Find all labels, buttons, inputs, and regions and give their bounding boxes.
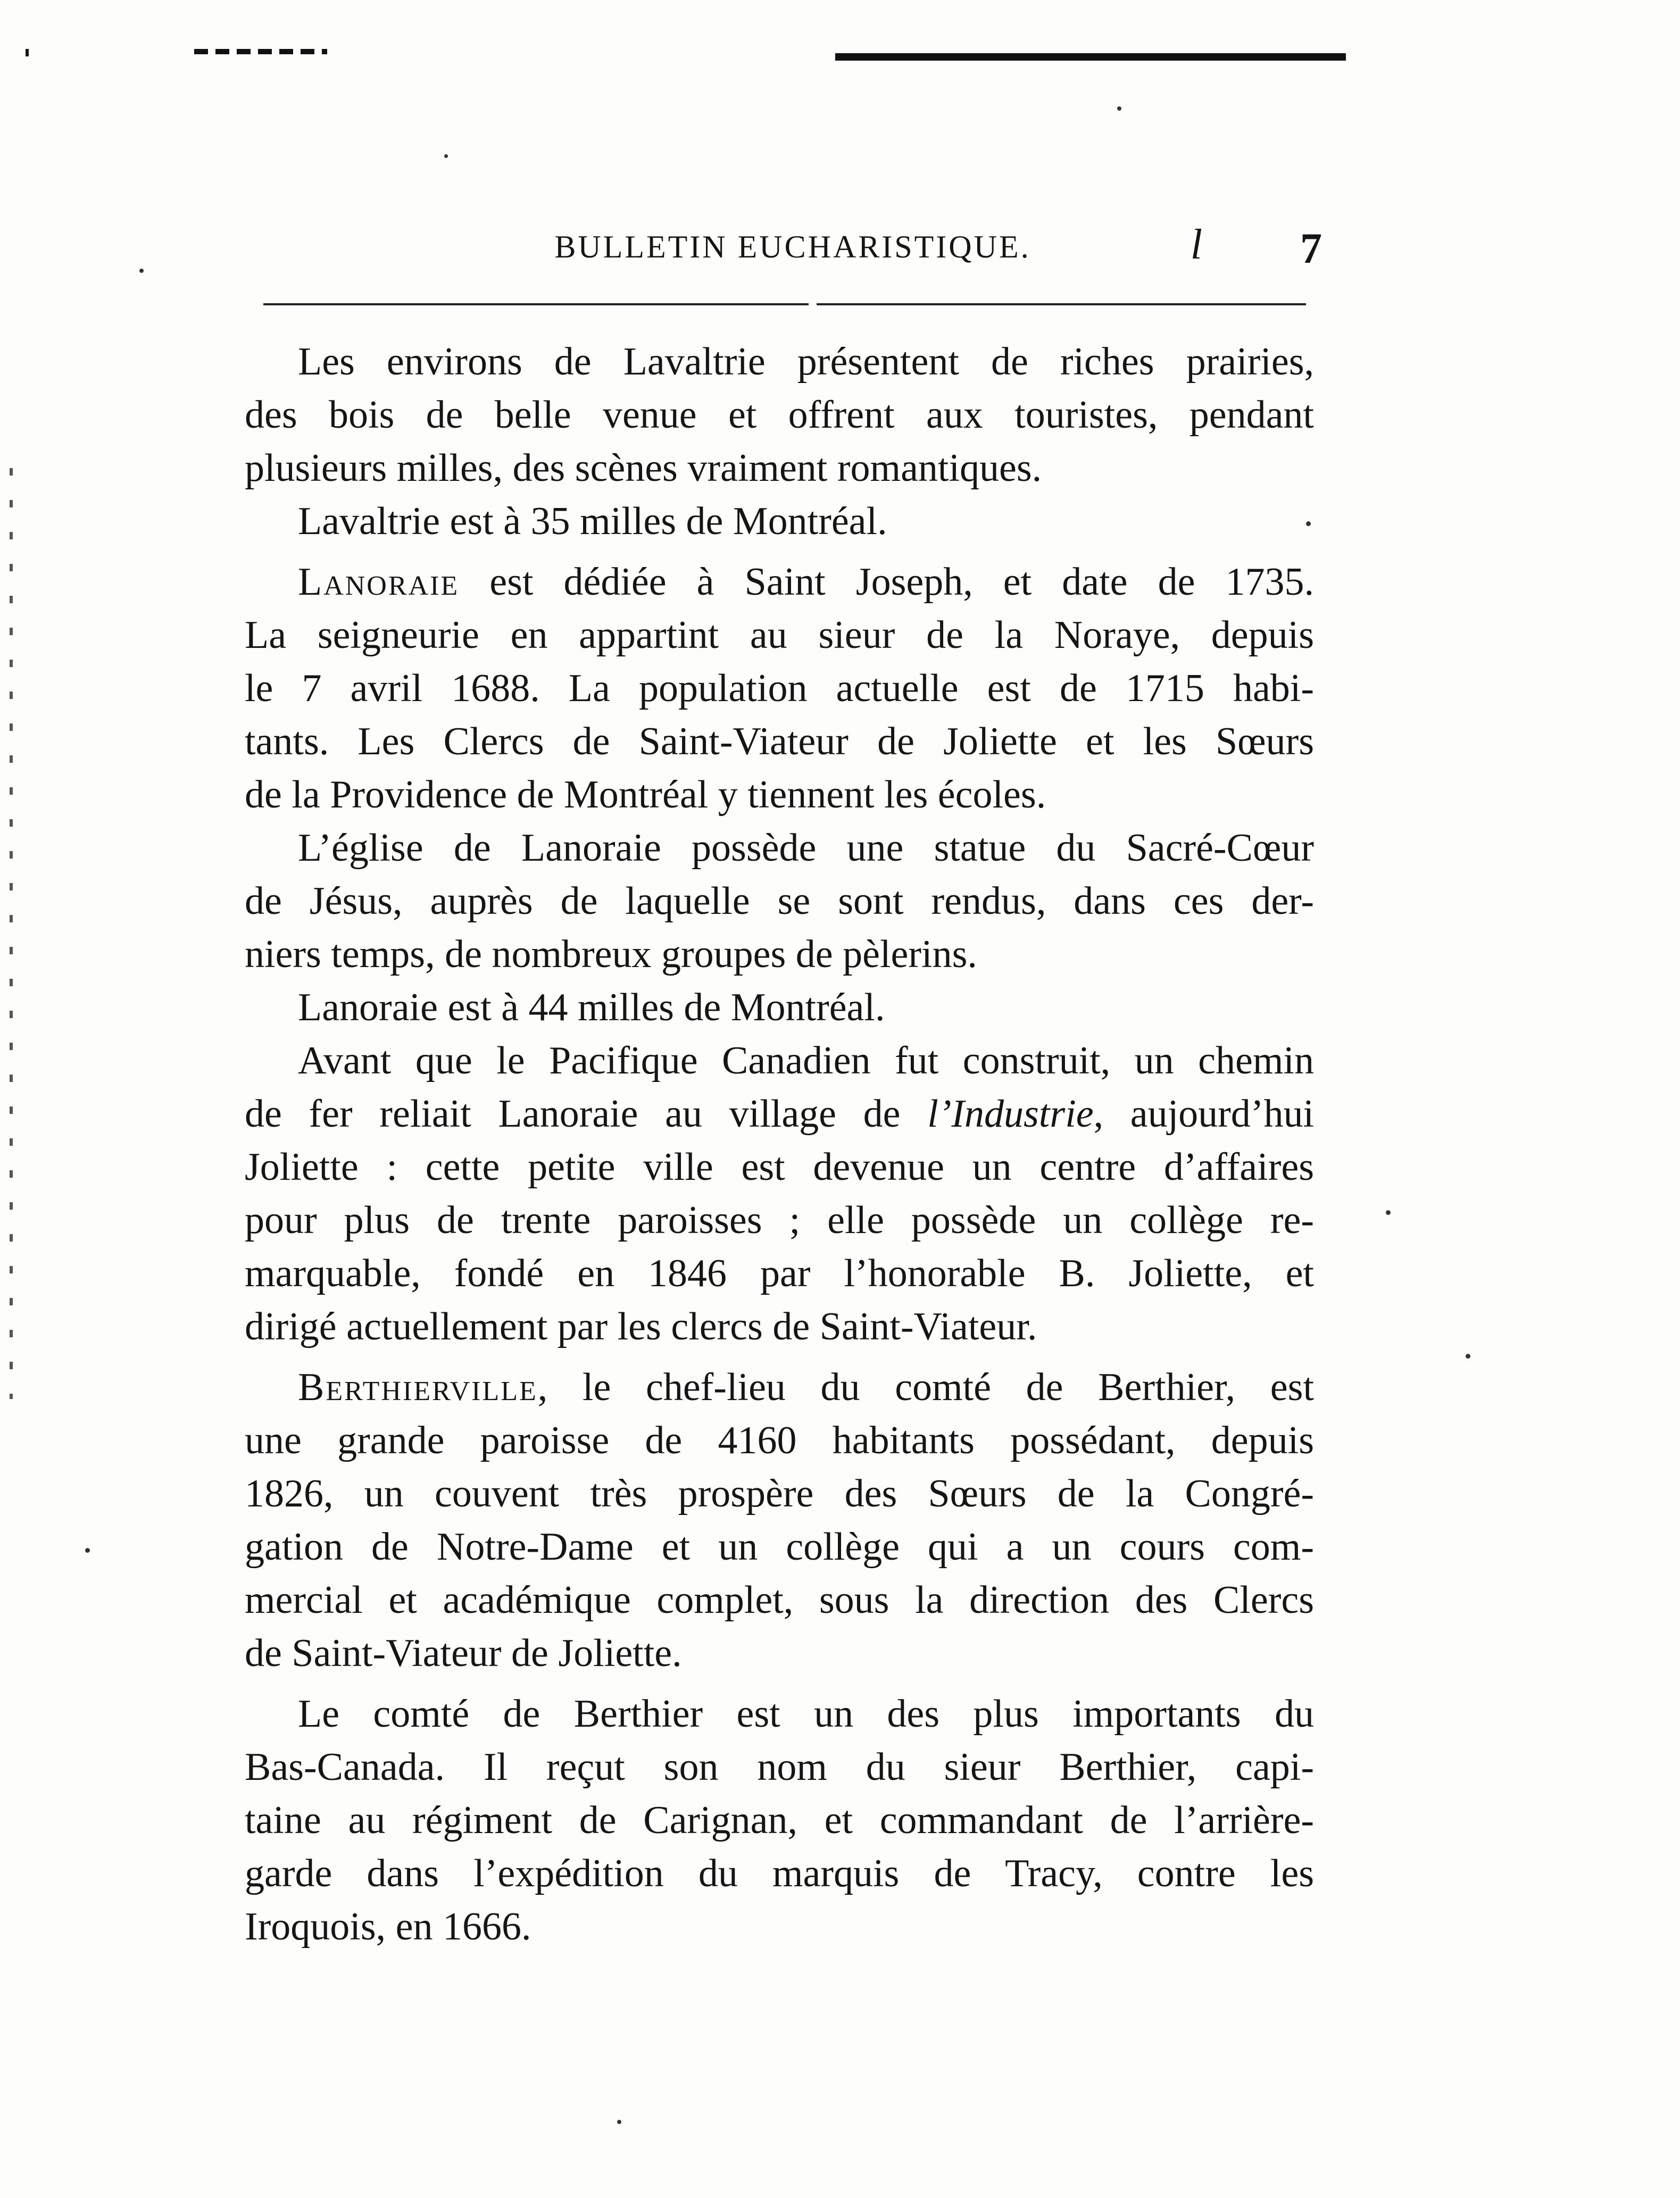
running-header (263, 223, 1322, 287)
text-line (245, 1087, 1314, 1140)
paragraph-railway (245, 1034, 1314, 1353)
text-fragment: , aujourd’hui (1093, 1092, 1315, 1136)
text-line: L’église de Lanoraie possède une statue du Sacré-Cœur (298, 826, 1314, 870)
text-line: des bois de belle venue et offrent aux touristes, pendant (245, 393, 1314, 437)
paragraph-lavaltrie-environs (245, 335, 1314, 495)
text-line: une grande paroisse de 4160 habitants possédant, depuis (245, 1419, 1314, 1462)
body-text (245, 335, 1314, 1953)
scan-speck (617, 2120, 621, 2124)
scan-speck (1386, 1210, 1391, 1215)
scan-speck (1466, 1354, 1470, 1359)
header-rule-left (263, 303, 809, 305)
place-name-berthierville: Berthierville (298, 1366, 538, 1409)
text-line: de Saint-Viateur de Joliette. (245, 1631, 682, 1675)
handwritten-page-mark: l (1190, 221, 1202, 268)
paragraph-lavaltrie-distance (245, 495, 1314, 548)
text-line: le 7 avril 1688. La population actuelle est de 1715 habi- (245, 667, 1314, 710)
paragraph-comte-berthier (245, 1687, 1314, 1953)
paragraph-lanoraie-distance (245, 981, 1314, 1034)
text-line: 1826, un couvent très prospère des Sœurs de la Congré- (245, 1472, 1314, 1516)
text-line: Lavaltrie est à 35 milles de Montréal. (298, 499, 887, 543)
scan-artifact-top-right (835, 53, 1346, 61)
place-name-lanoraie: Lanoraie (298, 560, 460, 604)
text-line: niers temps, de nombreux groupes de pèlerins. (245, 933, 977, 976)
paragraph-lanoraie (245, 555, 1314, 821)
text-line: tants. Les Clercs de Saint-Viateur de Joliette et les Sœurs (245, 720, 1314, 763)
paragraph-lanoraie-church (245, 821, 1314, 981)
text-line: Les environs de Lavaltrie présentent de riches prairies, (298, 340, 1314, 384)
text-line: marquable, fondé en 1846 par l’honorable B. Joliette, et (245, 1252, 1314, 1295)
scan-speck (1117, 106, 1121, 111)
running-title: BULLETIN EUCHARISTIQUE. (554, 229, 1031, 264)
text-line: Joliette : cette petite ville est devenue un centre d’affaires (245, 1145, 1314, 1189)
scan-artifact-edge-mark (26, 49, 29, 56)
scan-artifact-top-left (194, 49, 327, 54)
text-line: Avant que le Pacifique Canadien fut construit, un chemin (298, 1039, 1314, 1083)
text-line: plusieurs milles, des scènes vraiment romantiques. (245, 446, 1042, 490)
text-line: garde dans l’expédition du marquis de Tracy, contre les (245, 1852, 1314, 1895)
scan-speck (139, 269, 144, 273)
scan-speck (85, 1548, 90, 1553)
text-line: Bas-Canada. Il reçut son nom du sieur Berthier, capi- (245, 1745, 1314, 1789)
text-line: pour plus de trente paroisses ; elle possède un collège re- (245, 1198, 1314, 1242)
scan-artifact-left-margin (10, 468, 13, 1399)
text-line: de la Providence de Montréal y tiennent les écoles. (245, 773, 1046, 817)
text-line: Lanoraie est à 44 milles de Montréal. (298, 986, 885, 1029)
text-line: Le comté de Berthier est un des plus importants du (298, 1692, 1314, 1736)
text-fragment: , le chef-lieu du comté de Berthier, est (537, 1366, 1314, 1409)
text-fragment: est dédiée à Saint Joseph, et date de 1735. (459, 560, 1314, 604)
text-line: mercial et académique complet, sous la direction des Clercs (245, 1578, 1314, 1622)
page-number: 7 (1300, 224, 1322, 272)
text-line (245, 1361, 1314, 1414)
text-line: de Jésus, auprès de laquelle se sont rendus, dans ces der- (245, 879, 1314, 923)
italic-place-name: l’Industrie (927, 1092, 1094, 1136)
text-line: taine au régiment de Carignan, et commandant de l’arrière- (245, 1799, 1314, 1842)
text-line (245, 555, 1314, 609)
paragraph-berthierville (245, 1361, 1314, 1680)
text-line: gation de Notre-Dame et un collège qui a un cours com- (245, 1525, 1314, 1569)
header-rule-right (817, 303, 1306, 305)
text-line: dirigé actuellement par les clercs de Saint-Viateur. (245, 1305, 1037, 1348)
text-fragment: de fer reliait Lanoraie au village de (245, 1092, 901, 1136)
text-line: La seigneurie en appartint au sieur de la Noraye, depuis (245, 613, 1314, 657)
scan-speck (444, 154, 448, 158)
text-line: Iroquois, en 1666. (245, 1905, 531, 1949)
